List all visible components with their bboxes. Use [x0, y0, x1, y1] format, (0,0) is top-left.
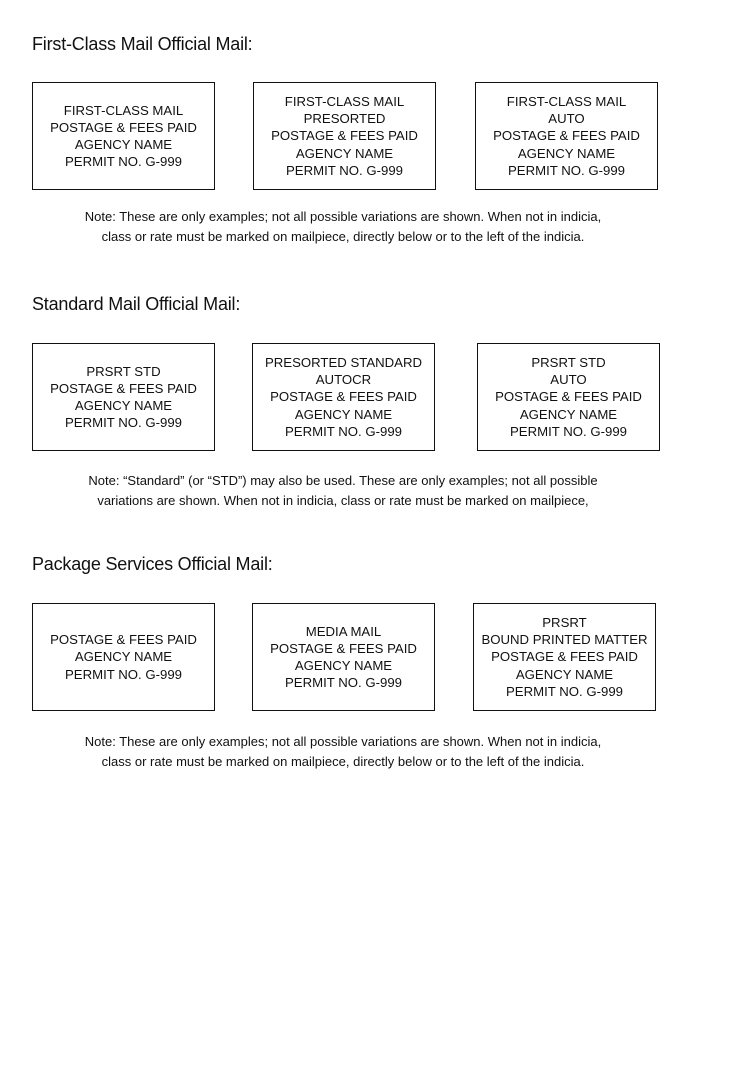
- indicia-line: AGENCY NAME: [74, 137, 173, 152]
- indicia-example-box: [473, 603, 656, 711]
- indicia-line: PRSRT STD: [531, 354, 606, 370]
- indicia-line: AUTO: [550, 372, 587, 388]
- indicia-line: MEDIA MAIL: [305, 623, 382, 639]
- indicia-line: PRSRT: [542, 614, 587, 630]
- indicia-line: PERMIT NO. G-999: [285, 162, 403, 178]
- indicia-line: POSTAGE & FEES PAID: [50, 632, 197, 648]
- indicia-line: PERMIT NO. G-999: [505, 683, 623, 699]
- indicia-line: PERMIT NO. G-999: [64, 415, 182, 431]
- indicia-line: FIRST-CLASS MAIL: [284, 93, 405, 109]
- note-line: Note: “Standard” (or “STD”) may also be used. These are only examples; not all possible: [88, 473, 598, 488]
- section-note: [0, 471, 686, 511]
- indicia-example-box: [252, 603, 435, 711]
- indicia-line: PERMIT NO. G-999: [64, 666, 182, 682]
- indicia-line: AUTOCR: [315, 372, 372, 388]
- indicia-line: PRESORTED: [303, 111, 386, 127]
- indicia-example-box: [32, 603, 215, 711]
- indicia-line: AGENCY NAME: [519, 406, 618, 422]
- indicia-line: PERMIT NO. G-999: [284, 423, 402, 439]
- indicia-line: PERMIT NO. G-999: [507, 162, 625, 178]
- indicia-example-box: [253, 82, 436, 190]
- section-note: [0, 732, 686, 772]
- note-line: class or rate must be marked on mailpiece, directly below or to the left of the indicia.: [101, 229, 585, 244]
- indicia-line: POSTAGE & FEES PAID: [271, 128, 418, 144]
- section-title: First-Class Mail Official Mail:: [32, 34, 253, 54]
- indicia-line: POSTAGE & FEES PAID: [50, 119, 197, 135]
- indicia-example-box: [32, 343, 215, 451]
- indicia-line: POSTAGE & FEES PAID: [495, 389, 642, 405]
- indicia-line: AGENCY NAME: [294, 406, 393, 422]
- indicia-example-box: [252, 343, 435, 451]
- indicia-line: AGENCY NAME: [74, 398, 173, 413]
- indicia-line: POSTAGE & FEES PAID: [270, 389, 417, 405]
- indicia-line: FIRST-CLASS MAIL: [506, 93, 627, 109]
- note-line: Note: These are only examples; not all possible variations are shown. When not in indicia,: [84, 734, 602, 749]
- indicia-line: AGENCY NAME: [294, 658, 393, 673]
- section-title: Standard Mail Official Mail:: [32, 294, 241, 314]
- indicia-line: PRESORTED STANDARD: [264, 354, 423, 370]
- indicia-line: PERMIT NO. G-999: [509, 423, 627, 439]
- indicia-line: AUTO: [548, 111, 585, 127]
- note-line: variations are shown. When not in indicia, class or rate must be marked on mailpiece,: [97, 493, 589, 508]
- section-title: Package Services Official Mail:: [32, 554, 273, 574]
- indicia-line: AGENCY NAME: [515, 666, 614, 682]
- indicia-example-box: [477, 343, 660, 451]
- indicia-example-box: [475, 82, 658, 190]
- indicia-line: POSTAGE & FEES PAID: [491, 649, 638, 665]
- note-line: class or rate must be marked on mailpiece, directly below or to the left of the indicia.: [101, 754, 585, 769]
- section-note: [0, 207, 686, 247]
- indicia-line: PRSRT STD: [86, 363, 161, 379]
- indicia-line: FIRST-CLASS MAIL: [63, 102, 184, 118]
- note-line: Note: These are only examples; not all possible variations are shown. When not in indicia,: [84, 209, 602, 224]
- indicia-line: AGENCY NAME: [295, 145, 394, 161]
- indicia-line: BOUND PRINTED MATTER: [481, 632, 648, 648]
- indicia-line: PERMIT NO. G-999: [64, 154, 182, 170]
- indicia-line: AGENCY NAME: [517, 145, 616, 161]
- indicia-line: POSTAGE & FEES PAID: [493, 128, 640, 144]
- indicia-line: POSTAGE & FEES PAID: [50, 380, 197, 396]
- indicia-example-box: [32, 82, 215, 190]
- indicia-line: AGENCY NAME: [74, 649, 173, 665]
- indicia-line: PERMIT NO. G-999: [284, 675, 402, 691]
- indicia-line: POSTAGE & FEES PAID: [270, 640, 417, 656]
